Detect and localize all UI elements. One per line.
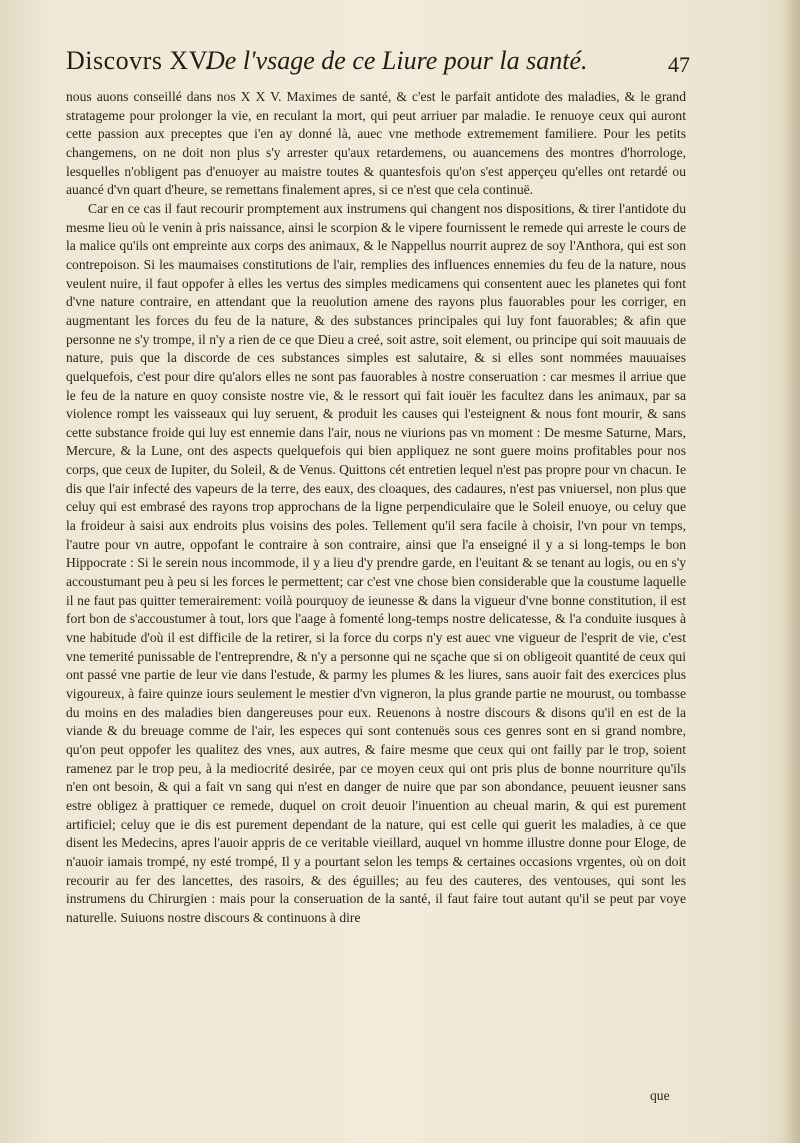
running-head [66, 40, 690, 92]
paragraph-2: Car en ce cas il faut recourir promptement aux instrumens qui changent nos dispositions, & tirer l'antidote du mesme lieu où le venin à pris naissance, ainsi le scorpion & le vipere fournissent le remede qui arreste le cours de la malice qu'ils ont empreinte aux corps des animaux, & le Nappellus nourrit auprez de soy l'Anthora, qui est son contrepoison. Si les maumaises constitutions de l'air, remplies des influences ennemies du feu de la nature, nous veulent nuire, il faut oppofer à elles les vertus des simples medicamens qui consentent auec les planetes qui font d'vne nature contraire, en attendant que la reuolution amene des rayons plus fauorables pour les corriger, en augmentant les forces du feu de la nature, & des substances principales qui luy font fauorables; & afin que personne ne s'y trompe, il n'y a rien de ce que Dieu a creé, soit astre, soit element, ou principe qui soit mauuais de nature, puis que la discorde de ces substances simples est salutaire, & si elles sont nommées mauuaises quelquefois, c'est pour dire qu'alors elles ne sont pas fauorables à nostre conseruation : car mesmes il arriue que le feu de la nature en quoy consiste nostre vie, & le ressort qui fait iouër les facultez dans les animaux, par sa violence rompt les vaisseaux qui luy seruent, & produit les causes qui l'esteignent & nous font mourir, & sans cette substance froide qui luy est ennemie dans l'air, nous ne viurions pas vn moment : De mesme Saturne, Mars, Mercure, & la Lune, ont des aspects quelquefois qui bien appliquez ne sont guere moins profitables pour nos corps, que ceux de Iupiter, du Soleil, & de Venus. Quittons cét entretien lequel n'est pas propre pour vn chacun. Ie dis que l'air infecté des vapeurs de la terre, des eaux, des cloaques, des cadaures, n'est pas vniuersel, non plus que celuy qui est embrasé des rayons trop approchans de la ligne perpendiculaire que le Soleil enuoye, ou celuy que la froideur à saisi aux endroits plus voisins des poles. Tellement qu'il sera facile à choisir, l'vn pour vn temps, l'autre pour vn autre, oppofant le contraire à son contraire, ainsi que l'a enseigné il y a si long-temps le bon Hippocrate : Si le serein nous incommode, il y a lieu d'y prendre garde, en l'euitant & se tenant au logis, ou en s'y accoustumant peu à peu si les forces le permettent; car c'est vne chose bien considerable que la coustume laquelle il ne faut pas quitter temerairement: voilà pourquoy de ieunesse & dans la vigueur d'vne bonne constitution, il est fort bon de s'accoustumer à tout, lors que l'aage à fomenté long-temps nostre delicatesse, & l'a conduite iusques à vne habitude d'où il est difficile de la retirer, si la force du corps n'y est auec vne vigueur de l'esprit de vie, c'est vne temerité punissable de l'entreprendre, & n'y a personne qui ne sçache que si on obligeoit quantité de ceux qui ont passé vne partie de leur vie dans l'estude, & parmy les plumes & les liures, sans auoir fait des exercices plus vigoureux, à faire quinze iours seulement le mestier d'vn vigneron, la plus grande partie ne mourust, ou tombasse du moins en des maladies bien dangereuses pour eux. Reuenons à nostre discours & disons qu'il en est de la viande & du breuage comme de l'air, les especes qui sont contenuës sous ces genres sont en si grand nombre, qu'on peut oppofer les qualitez des vnes, aux autres, & faire mesme que ceux qui ont failly par le trop, soient ramenez par le trop peu, à la mediocrité desirée, par ce moyen ceux qui ont pris plus de bonne nourriture qu'ils n'en ont besoin, & qui a fait vn sang qui n'est en danger de nuire que par son abondance, peuuent ieusner sans estre obligez à prattiquer ce remede, duquel on croit deuoir l'inuention au cheual marin, & qui est purement artificiel; celuy que ie dis est purement dependant de la nature, qui est celle qui guerit les maladies, à ce que disent les Medecins, apres l'auoir appris de ce veritable vieillard, auquel vn homme illustre donne pour Eloge, de n'auoir iamais trompé, ny esté trompé, Il y a pourtant selon les temps & certaines occasions vrgentes, où on doit recourir au fer des lancettes, des rasoirs, & des éguilles; au feu des cauteres, des ventouses, qui sont les instrumens du Chirurgien : mais pour la conseruation de la santé, il faut faire tout autant qu'il se peut par voye naturelle. Suiuons nostre discours & continuons à dire [66, 200, 686, 925]
page-number: 47 [668, 52, 690, 77]
chapter-heading: Discovrs XV. [66, 46, 212, 75]
running-title: De l'vsage de ce Liure pour la santé. [206, 46, 588, 75]
body-text [66, 88, 686, 928]
catchword: que [650, 1088, 670, 1103]
paragraph-1: nous auons conseillé dans nos X X V. Maximes de santé, & c'est le parfait antidote des maladies, & le grand stratageme pour prolonger la vie, en reculant la mort, qui peut arriuer par maladie. Ie renuoye ceux qui auront cette passion aux preceptes que i'en ay donné là, auec vne methode extremement familiere. Pour les petits changemens, on ne doit non plus s'y arrester qu'aux retardemens, ou auancemens des montres d'horrologe, lesquelles n'obligent pas d'enuoyer au maistre toutes & quantesfois qu'on s'est apperçeu qu'elles ont retardé ou auancé d'vn quart d'heure, se remettans finalement apres, si ce n'est que cela continuë. [66, 89, 686, 198]
page-edge-shadow [782, 0, 800, 1143]
